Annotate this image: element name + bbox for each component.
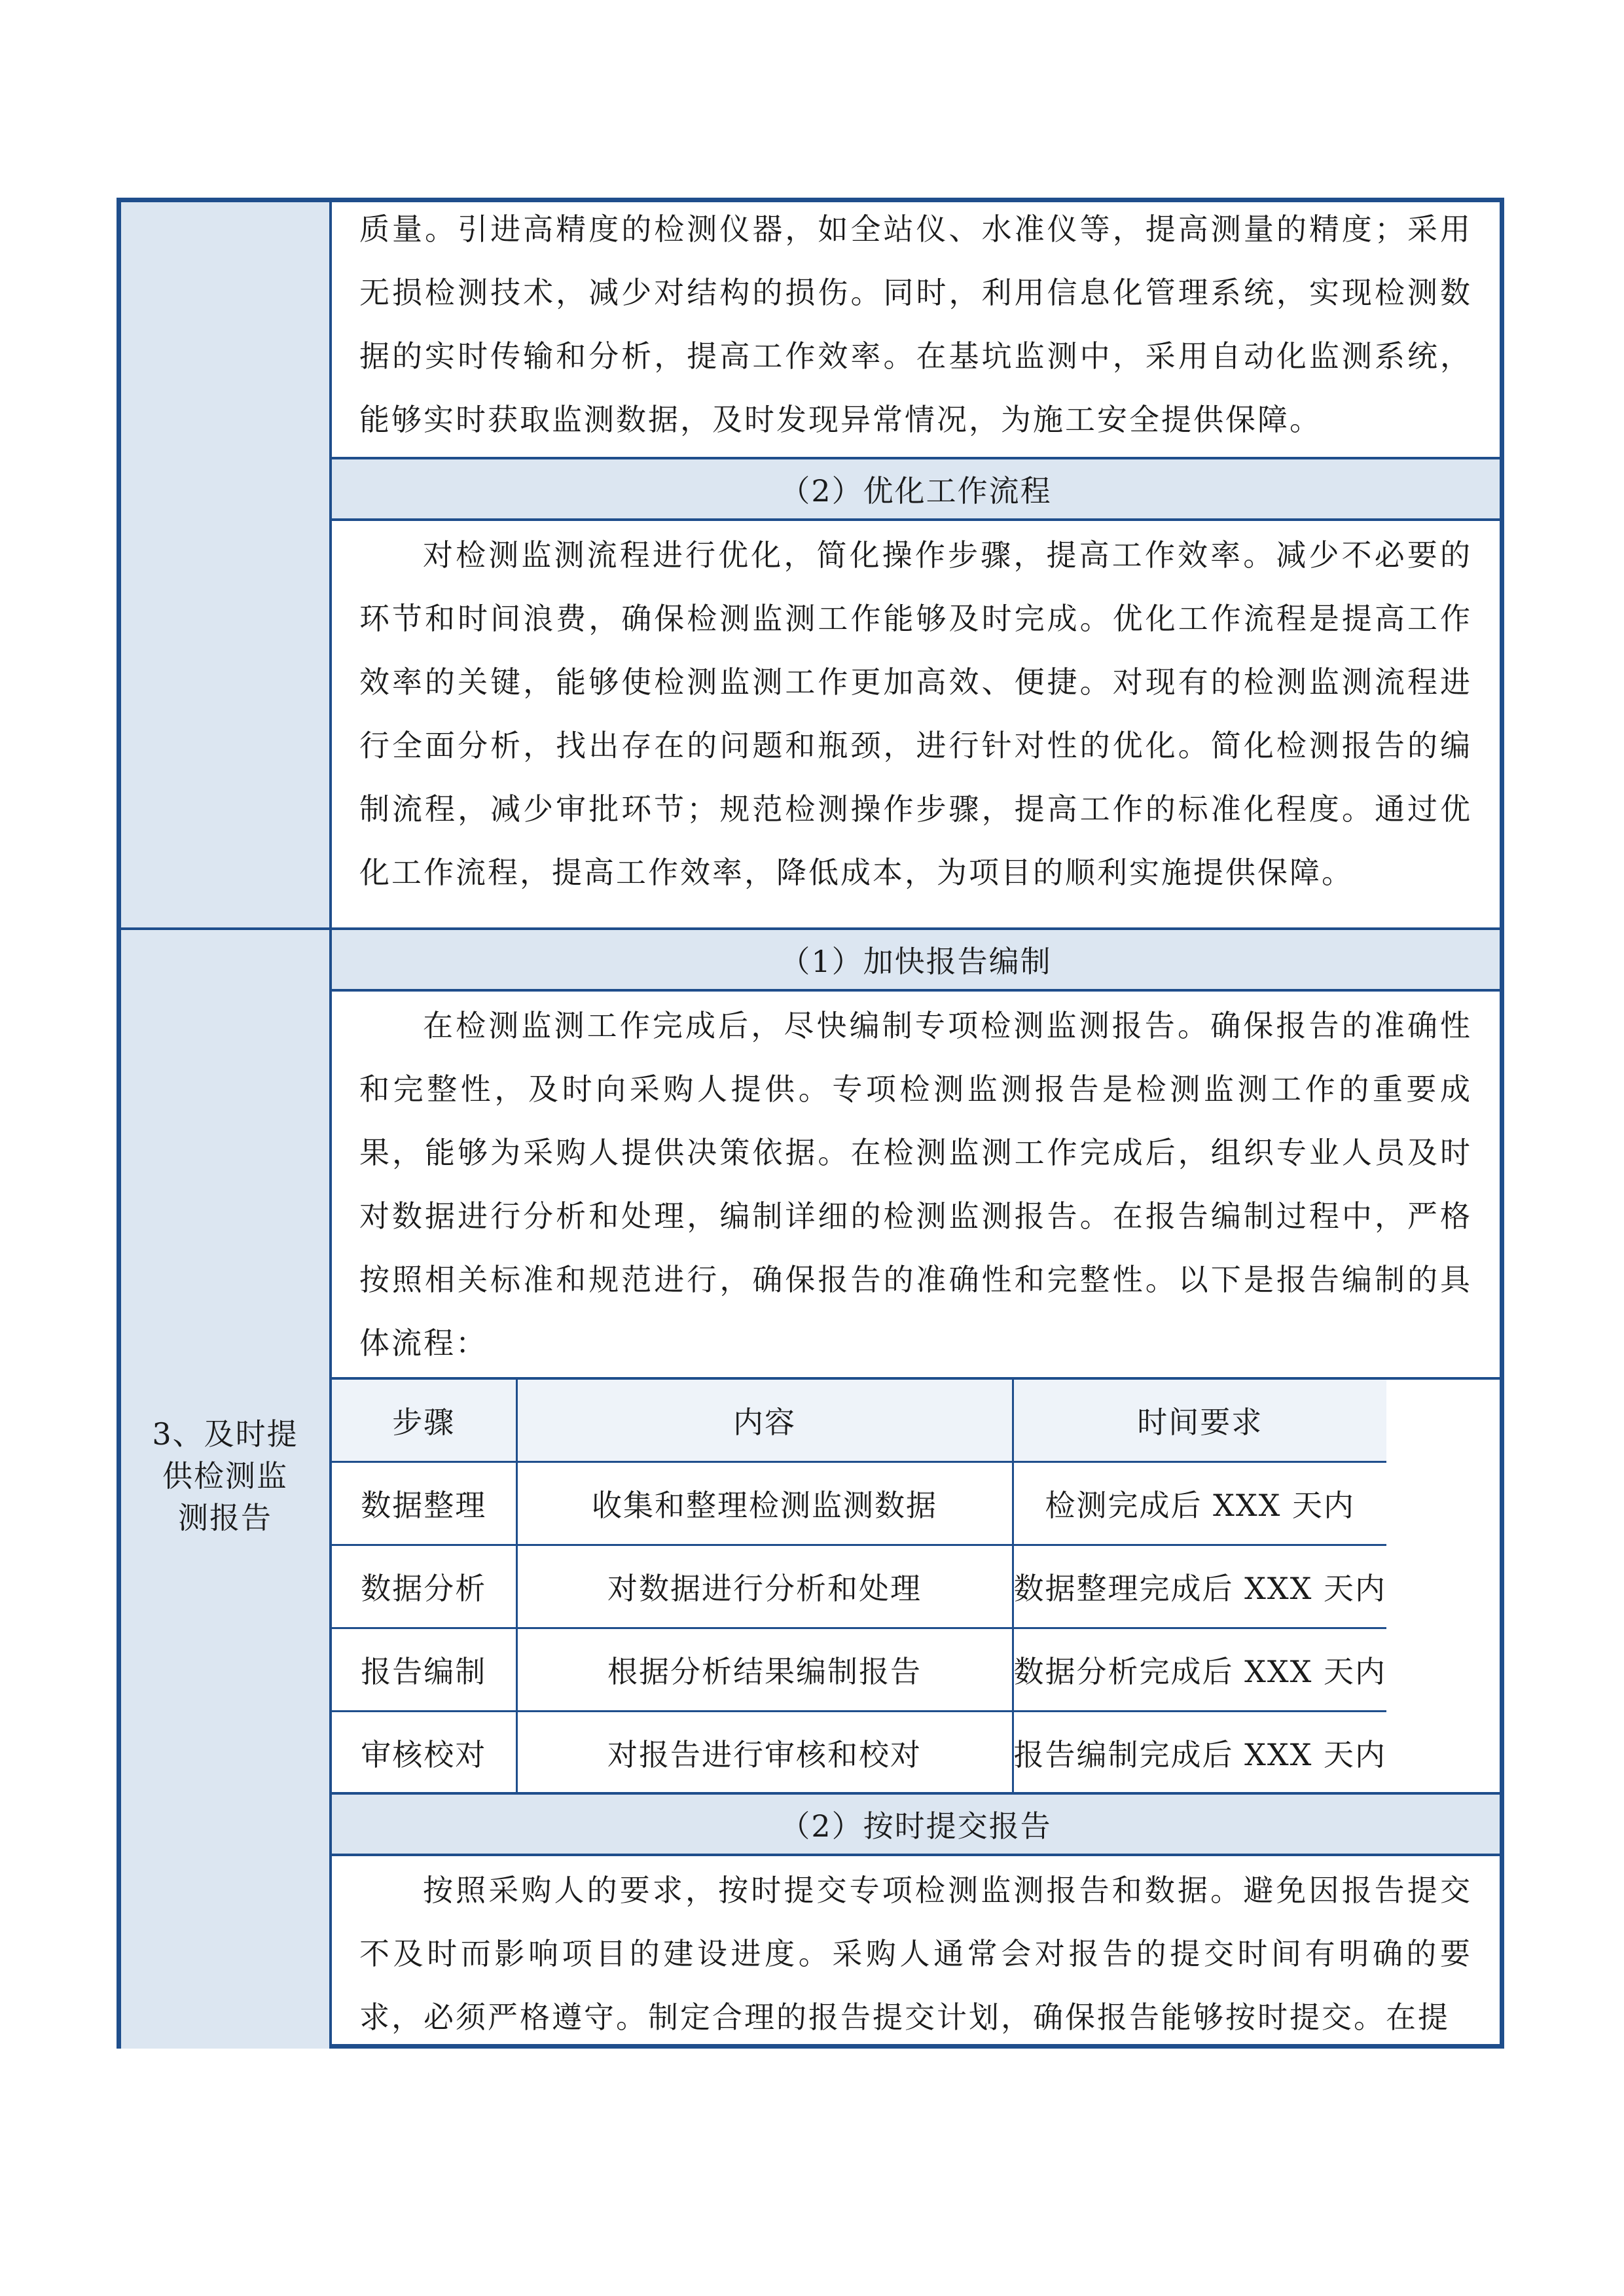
content-table (117, 198, 1504, 2049)
cell-time: 数据分析完成后 XXX 天内 (1013, 1628, 1386, 1712)
cell-content: 对数据进行分析和处理 (516, 1545, 1013, 1628)
cell-content: 对报告进行审核和校对 (516, 1712, 1013, 1794)
table-row (332, 1545, 1386, 1628)
section3-label: 3、及时提供检测监测报告 (152, 1416, 298, 1535)
left-cell-previous (121, 202, 329, 927)
table-row (332, 1462, 1386, 1545)
cell-time: 数据整理完成后 XXX 天内 (1013, 1545, 1386, 1628)
row-divider (332, 1854, 1500, 1856)
paragraph-submit-on-time: 按照采购人的要求，按时提交专项检测监测报告和数据。避免因报告提交不及时而影响项目的建设进度。采购人通常会对报告的提交时间有明确的要求，必须严格遵守。制定合理的报告提交计划，确保报告能够按时提交。在提 (359, 1873, 1472, 2035)
cell-time: 报告编制完成后 XXX 天内 (1013, 1737, 1386, 1772)
paragraph-optimize-workflow: 对检测监测流程进行优化，简化操作步骤，提高工作效率。减少不必要的环节和时间浪费，确保检测监测工作能够及时完成。优化工作流程是提高工作效率的关键，能够使检测监测工作更加高效、便捷。对现有的检测监测流程进行全面分析，找出存在的问题和瓶颈，进行针对性的优化。简化检测报告的编制流程，减少审批环节；规范检测操作步骤，提高工作的标准化程度。通过优化工作流程，提高工作效率，降低成本，为项目的顺利实施提供保障。 (359, 537, 1472, 890)
row-divider (332, 989, 1500, 992)
header-time: 时间要求 (1013, 1380, 1386, 1462)
table-row (332, 1628, 1386, 1712)
report-steps-table (332, 1380, 1386, 1793)
cell-content: 根据分析结果编制报告 (516, 1628, 1013, 1712)
header-content: 内容 (516, 1380, 1013, 1462)
cell-step: 数据整理 (332, 1462, 516, 1545)
paragraph-speed-up-report: 在检测监测工作完成后，尽快编制专项检测监测报告。确保报告的准确性和完整性，及时向采购人提供。专项检测监测报告是检测监测工作的重要成果，能够为采购人提供决策依据。在检测监测工作完成后，组织专业人员及时对数据进行分析和处理，编制详细的检测监测报告。在报告编制过程中，严格按照相关标准和规范进行，确保报告的准确性和完整性。以下是报告编制的具体流程： (359, 1008, 1472, 1361)
cell-step: 审核校对 (332, 1712, 516, 1794)
cell-content: 收集和整理检测监测数据 (516, 1462, 1013, 1545)
header-step: 步骤 (332, 1380, 516, 1462)
subheading-submit-on-time: （2）按时提交报告 (332, 1795, 1500, 1854)
table-row (332, 1712, 1386, 1794)
cell-step: 数据分析 (332, 1545, 516, 1628)
paragraph-continued: 质量。引进高精度的检测仪器，如全站仪、水准仪等，提高测量的精度；采用无损检测技术，减少对结构的损伤。同时，利用信息化管理系统，实现检测数据的实时传输和分析，提高工作效率。在基坑监测中，采用自动化监测系统，能够实时获取监测数据，及时发现异常情况，为施工安全提供保障。 (359, 211, 1472, 437)
row-divider (332, 518, 1500, 521)
cell-time: 检测完成后 XXX 天内 (1013, 1462, 1386, 1545)
subheading-speed-up-report: （1）加快报告编制 (332, 930, 1500, 989)
subheading-optimize-workflow: （2）优化工作流程 (332, 459, 1500, 518)
table-header-row (332, 1380, 1386, 1462)
cell-step: 报告编制 (332, 1628, 516, 1712)
